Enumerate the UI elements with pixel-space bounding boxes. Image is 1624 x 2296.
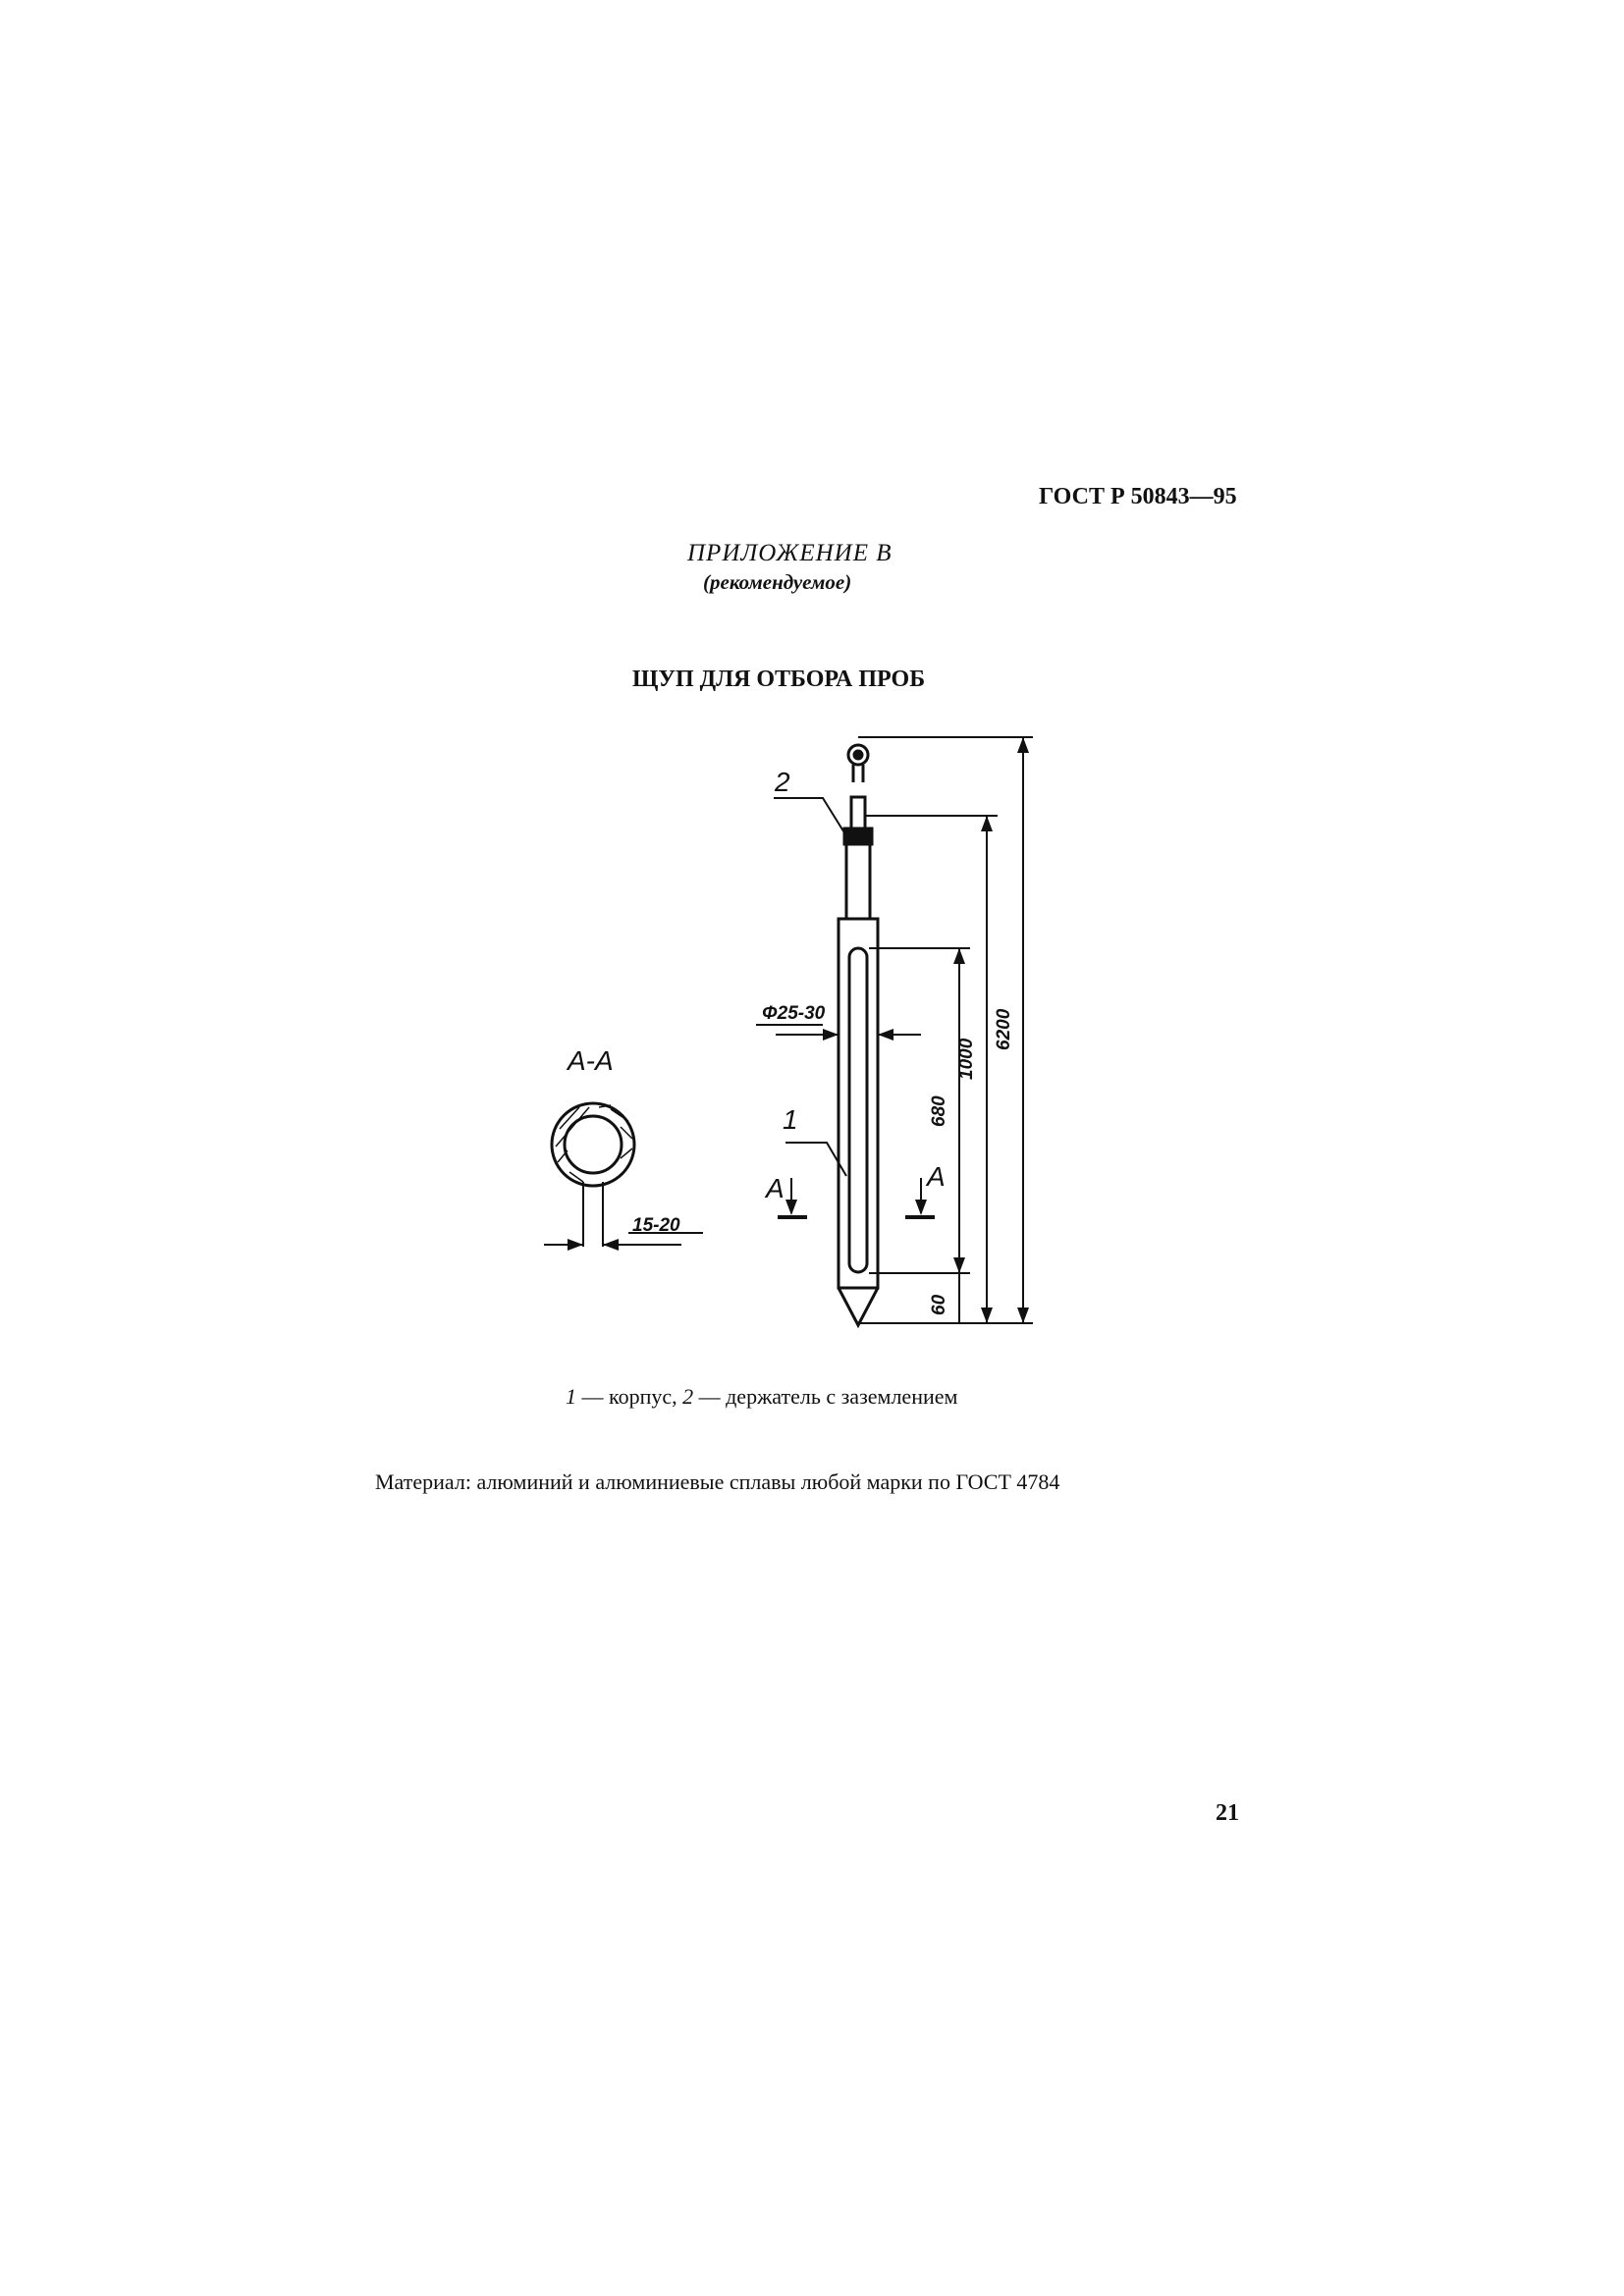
holder-rod bbox=[846, 844, 870, 919]
section-inner bbox=[565, 1116, 622, 1173]
section-label: А-А bbox=[568, 1045, 614, 1076]
callout-holder: 2 bbox=[775, 767, 790, 797]
page-number: 21 bbox=[1216, 1800, 1239, 1826]
holder-connector bbox=[851, 797, 865, 828]
probe-body bbox=[839, 919, 878, 1288]
dim-680: 680 bbox=[929, 1095, 949, 1127]
legend-item1-num: 1 bbox=[566, 1384, 576, 1409]
probe-slot bbox=[849, 948, 867, 1272]
document-code: ГОСТ Р 50843—95 bbox=[1039, 484, 1237, 509]
leader-2 bbox=[774, 798, 850, 842]
legend-item1-text: — корпус, bbox=[576, 1384, 683, 1409]
probe-tip bbox=[839, 1288, 878, 1325]
appendix-subtitle: (рекомендуемое) bbox=[703, 570, 852, 594]
section-mark-right-label: А bbox=[927, 1161, 946, 1192]
section-mark-left-label: А bbox=[766, 1173, 785, 1203]
legend-item2-num: 2 bbox=[682, 1384, 694, 1409]
dim-slot-width: 15-20 bbox=[632, 1215, 680, 1236]
dim-diameter: Φ25-30 bbox=[762, 1003, 826, 1024]
holder-clamp bbox=[844, 828, 872, 844]
figure-legend bbox=[566, 1384, 957, 1410]
material-note: Материал: алюминий и алюминиевые сплавы любой марки по ГОСТ 4784 bbox=[375, 1469, 1060, 1494]
dim-1000: 1000 bbox=[956, 1038, 977, 1080]
callout-body: 1 bbox=[783, 1104, 798, 1135]
appendix-title: ПРИЛОЖЕНИЕ В bbox=[687, 540, 893, 566]
dim-60: 60 bbox=[929, 1294, 949, 1315]
legend-item2-text: — держатель с заземлением bbox=[693, 1384, 958, 1409]
dim-6200: 6200 bbox=[994, 1008, 1014, 1050]
probe-eye-center bbox=[854, 751, 862, 759]
figure-title: ЩУП ДЛЯ ОТБОРА ПРОБ bbox=[632, 667, 926, 692]
